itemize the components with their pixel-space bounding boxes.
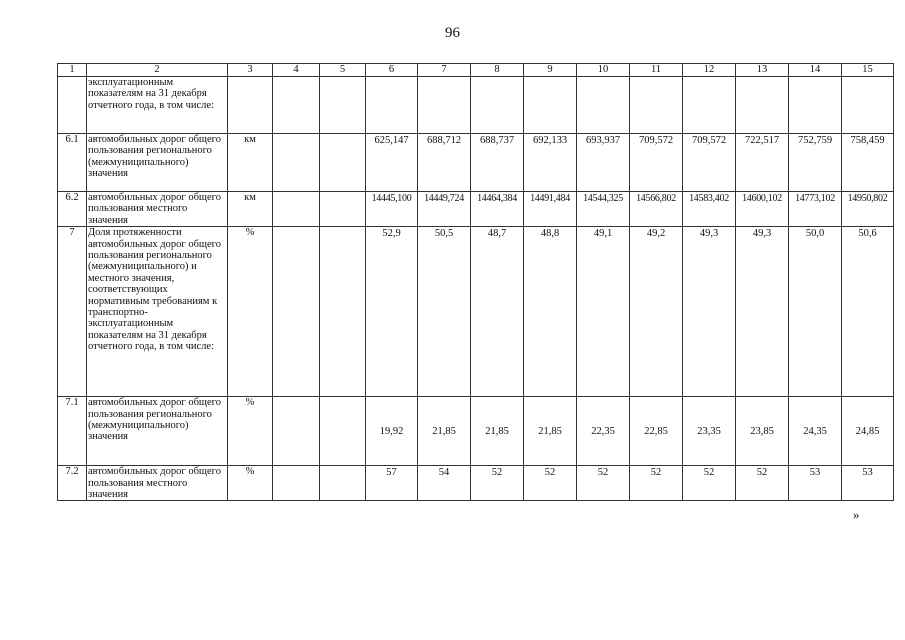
unit-cell: км [228, 192, 273, 227]
value-cell: 49,3 [683, 227, 736, 397]
empty-col-4 [273, 192, 320, 227]
empty-col-5 [320, 134, 366, 192]
empty-col-4 [273, 77, 320, 134]
value-cell: 49,2 [630, 227, 683, 397]
value-cell [736, 77, 789, 134]
indicator-name: автомобильных дорог общего пользования регионального (межмуниципального) значения [87, 134, 228, 192]
value-cell: 688,712 [418, 134, 471, 192]
value-cell: 48,7 [471, 227, 524, 397]
value-cell: 14464,384 [471, 192, 524, 227]
column-number-5: 5 [320, 64, 366, 77]
empty-col-5 [320, 77, 366, 134]
value-cell: 14600,102 [736, 192, 789, 227]
table-row [58, 77, 894, 134]
value-cell: 52 [577, 466, 630, 501]
value-cell [418, 77, 471, 134]
row-number: 7.1 [58, 397, 87, 466]
column-number-2: 2 [87, 64, 228, 77]
empty-col-5 [320, 192, 366, 227]
column-number-12: 12 [683, 64, 736, 77]
table-row [58, 192, 894, 227]
value-cell: 14773,102 [789, 192, 842, 227]
value-cell: 54 [418, 466, 471, 501]
value-cell: 14491,484 [524, 192, 577, 227]
value-cell: 14950,802 [842, 192, 894, 227]
value-cell: 48,8 [524, 227, 577, 397]
value-cell: 23,35 [683, 397, 736, 466]
column-number-6: 6 [366, 64, 418, 77]
row-number: 7.2 [58, 466, 87, 501]
value-cell: 52 [736, 466, 789, 501]
unit-cell: % [228, 227, 273, 397]
value-cell: 21,85 [524, 397, 577, 466]
value-cell [524, 77, 577, 134]
column-number-13: 13 [736, 64, 789, 77]
table-row [58, 134, 894, 192]
value-cell: 758,459 [842, 134, 894, 192]
column-number-3: 3 [228, 64, 273, 77]
value-cell [789, 77, 842, 134]
value-cell: 14583,402 [683, 192, 736, 227]
value-cell: 693,937 [577, 134, 630, 192]
indicator-name: автомобильных дорог общего пользования местного значения [87, 192, 228, 227]
row-number: 6.2 [58, 192, 87, 227]
value-cell: 19,92 [366, 397, 418, 466]
column-number-15: 15 [842, 64, 894, 77]
value-cell: 709,572 [683, 134, 736, 192]
value-cell: 53 [842, 466, 894, 501]
value-cell: 688,737 [471, 134, 524, 192]
empty-col-4 [273, 134, 320, 192]
value-cell: 57 [366, 466, 418, 501]
unit-cell [228, 77, 273, 134]
unit-cell: % [228, 397, 273, 466]
row-number: 7 [58, 227, 87, 397]
value-cell: 52 [471, 466, 524, 501]
indicator-name: Доля протяженности автомобильных дорог общего пользования регионального (межмуниципального) и местного значения, соответствующих нормативным требованиям к транспортно-эксплуатационным показателям на 31 декабря отчетного года, в том числе: [87, 227, 228, 397]
value-cell: 49,1 [577, 227, 630, 397]
row-number [58, 77, 87, 134]
value-cell: 50,0 [789, 227, 842, 397]
value-cell: 52,9 [366, 227, 418, 397]
row-number: 6.1 [58, 134, 87, 192]
column-number-9: 9 [524, 64, 577, 77]
table-row [58, 466, 894, 501]
value-cell: 14449,724 [418, 192, 471, 227]
value-cell: 22,35 [577, 397, 630, 466]
page-number: 96 [445, 25, 460, 41]
value-cell [366, 77, 418, 134]
value-cell: 52 [524, 466, 577, 501]
value-cell: 14566,802 [630, 192, 683, 227]
value-cell [842, 77, 894, 134]
value-cell: 52 [683, 466, 736, 501]
value-cell: 14445,100 [366, 192, 418, 227]
value-cell: 23,85 [736, 397, 789, 466]
indicator-name: автомобильных дорог общего пользования регионального (межмуниципального) значения [87, 397, 228, 466]
closing-quote: » [853, 507, 860, 522]
column-number-7: 7 [418, 64, 471, 77]
empty-col-5 [320, 466, 366, 501]
value-cell: 21,85 [471, 397, 524, 466]
value-cell: 24,85 [842, 397, 894, 466]
value-cell: 24,35 [789, 397, 842, 466]
column-number-14: 14 [789, 64, 842, 77]
value-cell: 14544,325 [577, 192, 630, 227]
unit-cell: % [228, 466, 273, 501]
table-row [58, 397, 894, 466]
table-row [58, 227, 894, 397]
indicator-name: автомобильных дорог общего пользования местного значения [87, 466, 228, 501]
table-body [58, 64, 894, 501]
value-cell [577, 77, 630, 134]
value-cell [471, 77, 524, 134]
empty-col-4 [273, 227, 320, 397]
empty-col-5 [320, 397, 366, 466]
value-cell: 50,6 [842, 227, 894, 397]
value-cell: 21,85 [418, 397, 471, 466]
value-cell: 625,147 [366, 134, 418, 192]
column-number-4: 4 [273, 64, 320, 77]
column-number-10: 10 [577, 64, 630, 77]
empty-col-4 [273, 466, 320, 501]
empty-col-5 [320, 227, 366, 397]
column-number-8: 8 [471, 64, 524, 77]
column-number-11: 11 [630, 64, 683, 77]
column-number-row [58, 64, 894, 77]
value-cell [630, 77, 683, 134]
value-cell: 692,133 [524, 134, 577, 192]
indicator-name: эксплуатационным показателям на 31 декабря отчетного года, в том числе: [87, 77, 228, 134]
value-cell: 49,3 [736, 227, 789, 397]
value-cell: 53 [789, 466, 842, 501]
value-cell: 752,759 [789, 134, 842, 192]
value-cell [683, 77, 736, 134]
value-cell: 50,5 [418, 227, 471, 397]
value-cell: 52 [630, 466, 683, 501]
indicators-table [57, 63, 894, 501]
column-number-1: 1 [58, 64, 87, 77]
value-cell: 709,572 [630, 134, 683, 192]
value-cell: 722,517 [736, 134, 789, 192]
unit-cell: км [228, 134, 273, 192]
empty-col-4 [273, 397, 320, 466]
value-cell: 22,85 [630, 397, 683, 466]
